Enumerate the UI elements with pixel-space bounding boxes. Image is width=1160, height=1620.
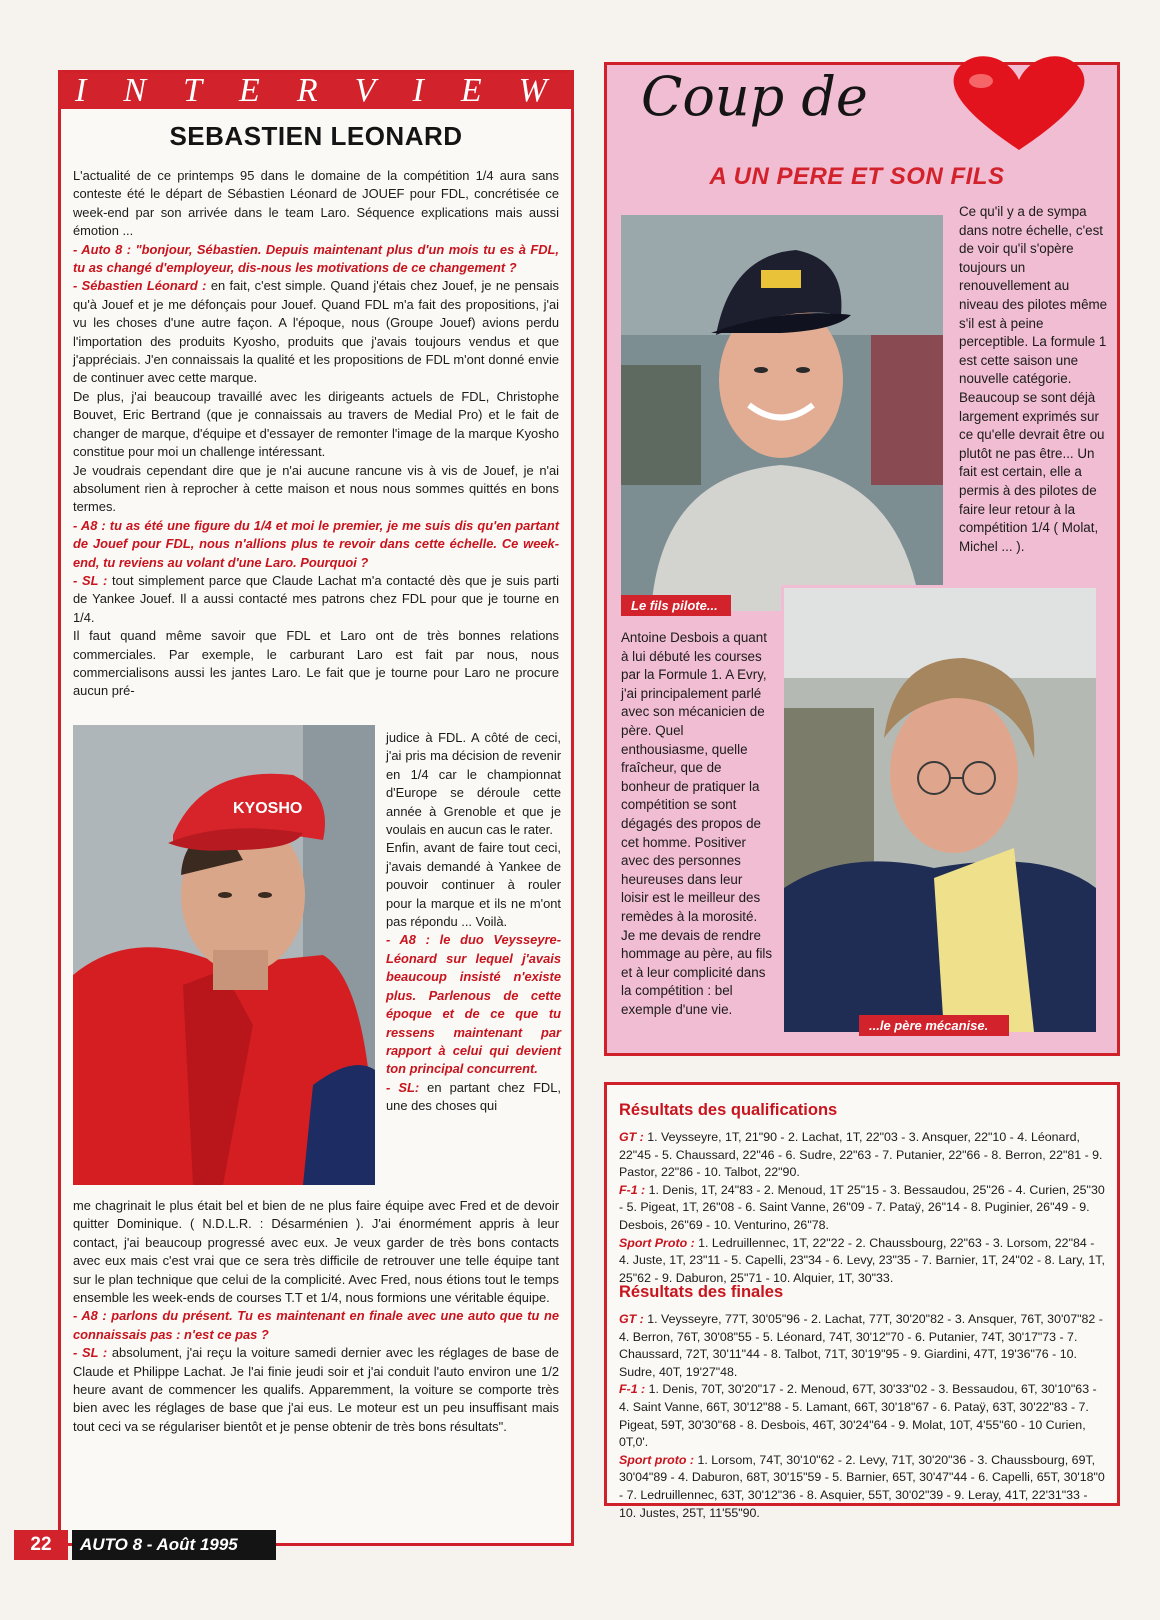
answer-2-speaker: - SL : — [73, 572, 108, 588]
final-text: 1. Veysseyre, 77T, 30'05"96 - 2. Lachat, 77T, 30'20"82 - 3. Ansquer, 76T, 30'07"82 - 4. Berron, 76T, 30'08"55 - 5. Léonard, 74T, 30'12"70 - 6. Putanier, 74T, 30'17"73 - 7. Chaussard, 72T, 30'11"44 - 8. Talbot, 71T, 30'19"95 - 9. Giardini, 47T, 19'36"76 - 10. Sudre, 40T, 19'27"48. — [619, 1312, 1103, 1379]
answer-3-rest: me chagrinait le plus était bel et bien de ne plus faire équipe avec Fred et de devoir quitter Dominique. ( N.D.L.R. : Désarménien ). J'ai énormément appris à leur contact, j'ai beaucoup progressé avec eux. Je veux garder de très bons contacts avec eux mais c'est vrai que ce sera très difficile de retrouver une telle équipe tant sur le plan technique que celui de la complicité. Avec Fred, nous étions tout le temps ensemble les week-ends de courses T.T et 1/4, nous formions une véritable équipe. — [73, 1198, 559, 1306]
final-row — [619, 1452, 1107, 1522]
answer-4-speaker: - SL : — [73, 1345, 108, 1361]
answer-1 — [73, 277, 559, 387]
answer-1-text: en fait, c'est simple. Quand j'étais chez Jouef, je ne pensais qu'à Jouef et je me défonçais pour Jouef. Quand FDL m'a fait des propositions, j'ai vu les choses d'une autre façon. A l'époque, nous (Groupe Jouef) avions perdu l'importation des produits Kyosho, produits que j'avais toujours vendus et que j'appréciais. J'en connaissais la qualité et les propositions de FDL m'ont donné envie de continuer avec cette marque. — [73, 278, 559, 386]
final-category: F-1 : — [619, 1382, 646, 1397]
final-category: Sport proto : — [619, 1452, 695, 1467]
rubric-letter: T — [183, 72, 202, 109]
qualif-row — [619, 1129, 1107, 1182]
qualif-text: 1. Veysseyre, 1T, 21"90 - 2. Lachat, 1T, 22"03 - 3. Ansquer, 22"10 - 4. Léonard, 22"45 - 5. Chaussard, 22"46 - 6. Sudre, 22"63 - 7. Putanier, 22"66 - 8. Berron, 22"81 - 9. Pastor, 22"86 - 10. Talbot, 22"90. — [619, 1130, 1103, 1180]
rubric-letter: E — [239, 72, 260, 109]
answer-1-speaker: - Sébastien Léonard : — [73, 278, 207, 294]
question-2: - A8 : tu as été une figure du 1/4 et moi le premier, je me suis dis qu'en partant de Jouef pour FDL, nous n'allions plus te revoir dans cette échelle. Ce week-end, tu reviens au volant d'une Laro. Pourquoi ? — [73, 517, 559, 570]
coup-de-title: Coup de — [641, 65, 868, 128]
qualif-text: 1. Ledruillennec, 1T, 22"22 - 2. Chaussbourg, 22"63 - 3. Lorsom, 22"84 - 4. Juste, 1T, 23"11 - 5. Capelli, 23"34 - 6. Levy, 23"35 - 7. Barnier, 1T, 24"02 - 8. Lary, 1T, 25"62 - 9. Daburon, 25"71 - 10. Alquier, 1T, 30"33. — [619, 1235, 1105, 1285]
qualif-text: 1. Denis, 1T, 24"83 - 2. Menoud, 1T 25"15 - 3. Bessaudou, 25"26 - 4. Curien, 25"30 - 5. Pigeat, 1T, 26"08 - 6. Saint Vanne, 26"09 - 7. Pataÿ, 26"14 - 8. Puginier, 26"49 - 9. Desbois, 26"69 - 10. Venturino, 26"78. — [619, 1182, 1105, 1232]
answer-2 — [73, 572, 559, 627]
caption-fils: Le fils pilote... — [621, 595, 731, 616]
coeur-heading: A UN PERE ET SON FILS — [709, 163, 1005, 190]
paragraph-4: Il faut quand même savoir que FDL et Laro ont de très bonnes relations commerciales. Par exemple, le carburant Laro est fait par nous, nous commercialisons aussi les jantes Laro. Le fait que je tourne pour Laro ne procure aucun pré- — [73, 628, 559, 699]
heart-icon — [939, 55, 1099, 155]
photo-sebastien-illustration — [73, 725, 375, 1185]
page-number: 22 — [14, 1530, 68, 1560]
rubric-letter: I — [75, 72, 87, 109]
rubric-letter: N — [123, 72, 147, 109]
answer-4 — [73, 1344, 559, 1436]
qualif-category: F-1 : — [619, 1182, 646, 1197]
answer-3-speaker: - SL: — [386, 1079, 420, 1095]
interview-body-top — [73, 167, 559, 701]
qualif-row — [619, 1182, 1107, 1235]
final-text: 1. Lorsom, 74T, 30'10"62 - 2. Levy, 71T, 30'20"36 - 3. Chaussbourg, 69T, 30'04"89 - 4. Daburon, 68T, 30'15"59 - 5. Barnier, 65T, 30'47"44 - 6. Capelli, 65T, 30'18"0 - 7. Ledruillennec, 63T, 30'12"36 - 8. Asquier, 55T, 30'02"39 - 9. Leray, 41T, 22'31"33 - 10. Justes, 25T, 11'55"90. — [619, 1452, 1105, 1520]
final-row — [619, 1381, 1107, 1451]
interview-title: SEBASTIEN LEONARD — [169, 121, 463, 151]
coeur-text-2: Antoine Desbois a quant à lui débuté les courses par la Formule 1. A Evry, j'ai principalement parlé avec son mécanicien de père. Quel enthousiasme, quelle fraîcheur, que de bonheur de pratiquer la compétition se sont dégagés des propos de cet homme. Positiver avec des personnes heureuses dans leur loisir est le meilleur des remèdes à la morosité. Je me devais de rendre hommage au père, au fils et à leur complicité dans la compétition : bel exemple d'une vie. — [621, 630, 773, 1017]
question-4: - A8 : parlons du présent. Tu es maintenant en finale avec une auto que tu ne connaissais pas : n'est ce pas ? — [73, 1308, 559, 1342]
qualifications-heading: Résultats des qualifications — [619, 1101, 838, 1119]
finals-heading: Résultats des finales — [619, 1283, 784, 1301]
answer-2-text: tout simplement parce que Claude Lachat m'a contacté dès que je suis parti de Yankee Jouef. Il a aussi contacté mes patrons chez FDL pour que je tourne en 1/4. — [73, 572, 559, 625]
photo-sebastien-leonard — [73, 725, 375, 1185]
answer-3-start — [386, 1079, 561, 1116]
photo-pere-mecanicien — [781, 585, 1099, 1035]
cap-logo: KYOSHO — [233, 800, 303, 817]
wrap-paragraph-2: Enfin, avant de faire tout ceci, j'avais demandé à Yankee de pouvoir continuer à rouler pour la marque et ils ne m'ont pas répondu ... Voilà. — [386, 840, 561, 930]
photo-pere-illustration — [784, 588, 1096, 1032]
rubric-letter: I — [412, 72, 424, 109]
final-category: GT : — [619, 1312, 644, 1326]
question-3: - A8 : le duo Veysseyre-Léonard sur lequel j'avais beaucoup insisté n'existe plus. Parlenous de cette époque et de ce que tu ressens maintenant par rapport à celui qui devient ton principal concurrent. — [386, 932, 561, 1077]
interview-body-bottom — [73, 1197, 559, 1436]
interview-wrap-column — [386, 729, 561, 1116]
finals-list — [619, 1311, 1107, 1522]
rubric-letter: W — [518, 72, 547, 109]
wrap-paragraph-1: judice à FDL. A côté de ceci, j'ai pris ma décision de revenir en 1/4 car le championnat d'Europe se déroule cette année à Grenoble et que je voulais en aucun cas le rater. — [386, 730, 561, 838]
qualifications-list — [619, 1129, 1107, 1287]
issue-label: AUTO 8 - Août 1995 — [72, 1530, 276, 1560]
photo-fils-pilote — [621, 215, 943, 611]
paragraph-3: Je voudrais cependant dire que je n'ai aucune rancune vis à vis de Jouef, je n'ai absolument rien à reprocher à cette maison et nous nous sommes quittés en bons termes. — [73, 462, 559, 515]
answer-3-start-text: en partant chez FDL, une des choses qui — [386, 1079, 561, 1114]
answer-4-text: absolument, j'ai reçu la voiture samedi dernier avec les réglages de base de Claude et Philippe Lachat. Je l'ai finie jeudi soir et j'ai conduit l'auto environ une 1/2 heure avant de commencer les qualifs. Apparemment, la voiture se comporte très bien avec les réglages de base que j'ai eus. Le moteur est un peu insuffisant mais tout ceci va se régulariser bientôt et je pense obtenir de très bons résultats". — [73, 1345, 559, 1434]
rubric-letter: R — [296, 72, 318, 109]
interview-article — [58, 70, 574, 1546]
interview-rubric-banner — [61, 73, 571, 109]
rubric-letter: E — [460, 72, 482, 109]
photo-fils-illustration — [621, 215, 943, 611]
final-text: 1. Denis, 70T, 30'20"17 - 2. Menoud, 67T, 30'33"02 - 3. Bessaudou, 6T, 30'10"63 - 4. Saint Vanne, 66T, 30'12"88 - 5. Lamant, 66T, 30'18"67 - 6. Pataÿ, 63T, 30'22"83 - 7. Pigeat, 59T, 30'30"68 - 8. Desbois, 46T, 30'24"64 - 9. Molat, 10T, 4'55"60 - 10 Curien, 0T,0'. — [619, 1382, 1097, 1450]
paragraph-2: De plus, j'ai beaucoup travaillé avec les dirigeants actuels de FDL, Christophe Bouvet, Eric Bertrand (que je connaissais au travers de Medial Pro) et le fait de changer de marque, d'équipe et d'essayer de remonter l'image de la marque Kyosho constitue pour moi un challenge intéressant. — [73, 388, 559, 460]
coeur-text-1: Ce qu'il y a de sympa dans notre échelle, c'est de voir qu'il s'opère toujours un renouvellement au niveau des pilotes même s'il est à peine perceptible. La formule 1 est cette saison une nouvelle catégorie. Beaucoup se sont déjà largement exprimés sur ce qu'elle devrait être ou plutôt ne pas être... Un fait est certain, elle a permis à des pilotes de faire leur retour à la compétition 1/4 ( Molat, Michel ... ). — [959, 204, 1108, 554]
qualif-category: GT : — [619, 1130, 644, 1144]
question-1: - Auto 8 : "bonjour, Sébastien. Depuis maintenant plus d'un mois tu es à FDL, tu as changé d'employeur, dis-nous les motivations de ce changement ? — [73, 241, 559, 276]
qualif-row — [619, 1235, 1107, 1288]
interview-intro: L'actualité de ce printemps 95 dans le domaine de la compétition 1/4 aura sans conteste été le départ de Sébastien Léonard de JOUEF pour FDL, concrétisée ce week-end par son arrivée dans le team Laro. Séquence explications mais aussi émotion ... — [73, 168, 559, 239]
qualif-category: Sport Proto : — [619, 1235, 695, 1250]
caption-pere: ...le père mécanise. — [859, 1015, 1009, 1036]
results-box — [604, 1082, 1120, 1520]
rubric-letter: V — [354, 72, 376, 109]
coup-de-coeur-box — [604, 62, 1120, 1056]
final-row — [619, 1311, 1107, 1381]
